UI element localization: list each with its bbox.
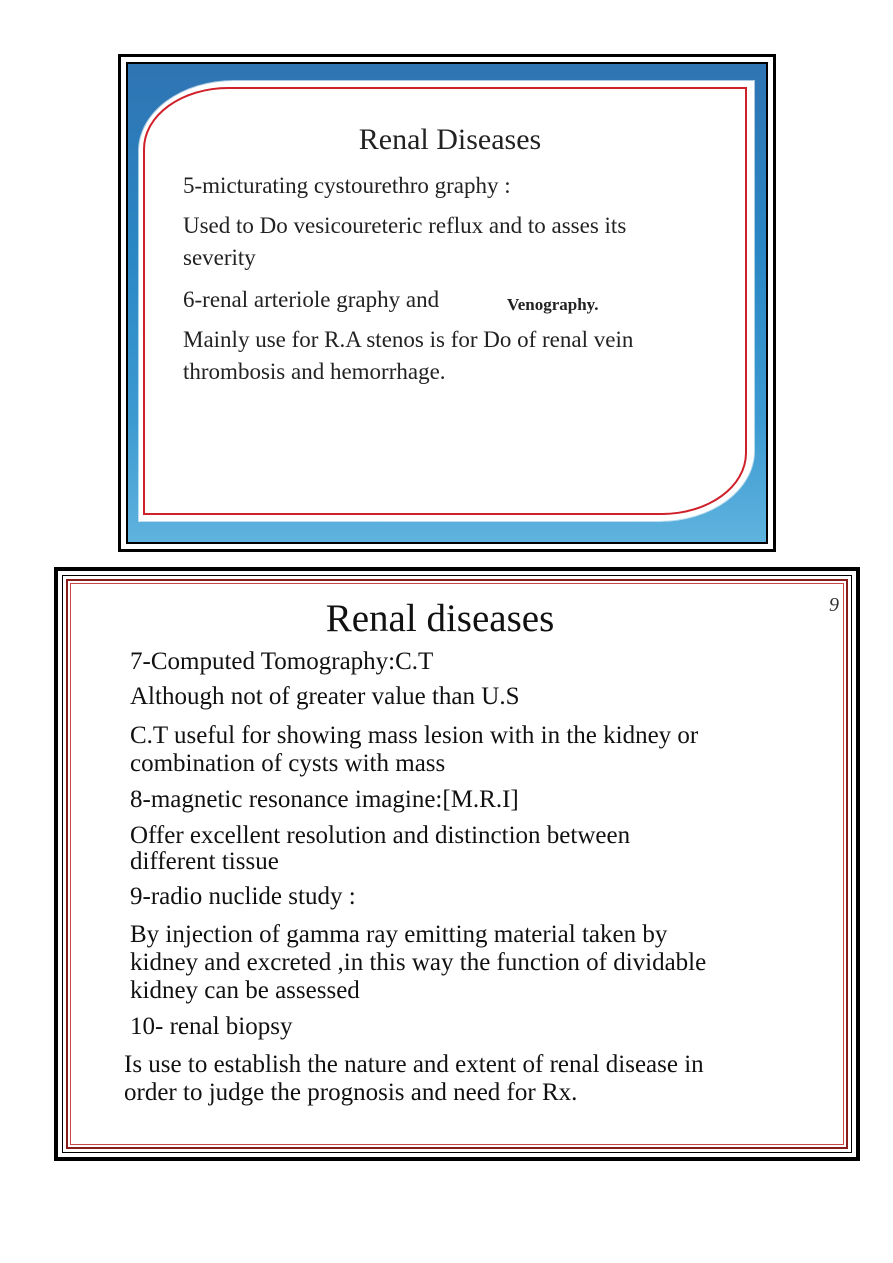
slide-2-line: different tissue — [130, 848, 279, 875]
slide-1-line: Used to Do vesicoureteric reflux and to asses its — [183, 213, 627, 238]
slide-1-title: Renal Diseases — [358, 123, 542, 156]
slide-2-line: Offer excellent resolution and distinction between — [130, 822, 631, 849]
slide-2-line: Although not of greater value than U.S — [130, 683, 520, 710]
slide-1-line: 6-renal arteriole graphy and — [183, 287, 440, 312]
slide-1-line: severity — [183, 245, 256, 270]
slide-2-line: kidney and excreted ,in this way the function of dividable — [130, 949, 707, 976]
slide-2-line: C.T useful for showing mass lesion with in the kidney or — [130, 722, 699, 749]
slide-2-line: 7-Computed Tomography:C.T — [130, 648, 434, 675]
slide-2-line: order to judge the prognosis and need for Rx. — [124, 1079, 578, 1106]
slide-2-line: 9-radio nuclide study : — [130, 883, 356, 910]
slide-2-line: kidney can be assessed — [130, 977, 360, 1004]
slide-1-line-bold: Venography. — [507, 295, 599, 314]
slide-1-line: Mainly use for R.A stenos is for Do of renal vein — [183, 327, 634, 352]
slide-2-line: Is use to establish the nature and extent of renal disease in — [124, 1051, 704, 1078]
slide-2-title: Renal diseases — [325, 597, 555, 640]
slide-1-line: 5-micturating cystourethro graphy : — [183, 173, 511, 198]
slide-2-line: 10- renal biopsy — [130, 1013, 293, 1040]
slide-1 — [118, 54, 776, 552]
slide-2-line: combination of cysts with mass — [130, 750, 446, 777]
slide-2-line: By injection of gamma ray emitting material taken by — [130, 921, 668, 948]
page-number: 9 — [829, 594, 839, 616]
slide-1-line: thrombosis and hemorrhage. — [183, 359, 446, 384]
slide-2-line: 8-magnetic resonance imagine:[M.R.I] — [130, 786, 519, 813]
